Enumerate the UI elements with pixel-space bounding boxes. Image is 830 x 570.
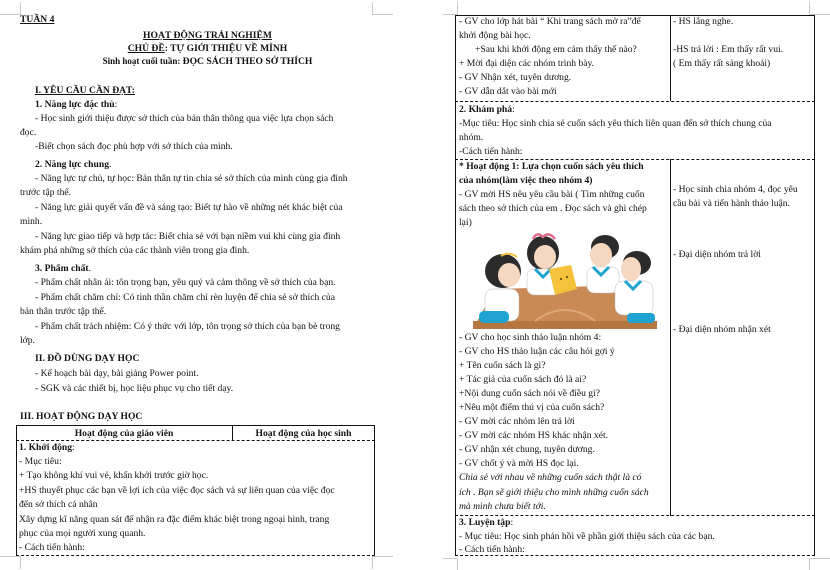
page-corner-mark xyxy=(0,556,21,569)
text-line: - Phẩm chất chăm chỉ: Có tinh thần chăm chỉ rèn luyện để chia sẻ sở thích của xyxy=(35,292,335,303)
text-line: ( Em thấy rất sảng khoái) xyxy=(673,58,771,69)
table-row-divider xyxy=(455,101,815,102)
text-line: -Cách tiến hành: xyxy=(459,146,523,157)
text-line: - GV mời các nhóm HS khác nhận xét. xyxy=(459,430,609,441)
text-line: + Tên cuốn sách là gì? xyxy=(459,360,546,371)
text-line: - Học sinh giới thiệu được sở thích của bản thân thông qua việc lựa chọn sách xyxy=(35,113,334,124)
text-line: - Đại diện nhóm nhận xét xyxy=(673,324,771,335)
text-line: - GV nhận xét chung, tuyên dương. xyxy=(459,444,595,455)
document-page-right xyxy=(415,0,830,569)
text-line: nhóm. xyxy=(459,132,484,143)
text-line: - Cách tiến hành: xyxy=(19,542,85,553)
text-line: - GV mời các nhóm lên trả lời xyxy=(459,416,575,427)
subheading-specific-competence: 1. Năng lực đặc thù: xyxy=(35,99,118,110)
activity-1-heading: * Hoạt động 1: Lựa chọn cuốn sách yêu thích xyxy=(459,161,644,172)
italic-summary-line: mà mình chưa biết tới. xyxy=(459,501,546,512)
page-corner-mark xyxy=(809,558,830,570)
text-line: +Nêu một điểm thú vị của cuốn sách? xyxy=(459,402,605,413)
topic-line xyxy=(0,42,415,55)
text-line: - GV cho HS thảo luận các câu hỏi gợi ý xyxy=(459,346,615,357)
section-heading-requirements: I. YÊU CẦU CẦN ĐẠT: xyxy=(35,85,135,96)
page-corner-mark xyxy=(372,556,393,569)
page-corner-mark xyxy=(372,2,393,15)
document-page-left xyxy=(0,0,415,569)
text-line: - Phẩm chất nhân ái: tôn trọng bạn, yêu quý và cảm thông về sở thích của bạn. xyxy=(35,277,336,288)
text-line: cầu bài và tiến hành thảo luận. xyxy=(673,198,790,209)
text-line: trước tập thể. xyxy=(20,187,72,198)
subheading-general-competence: 2. Năng lực chung. xyxy=(35,159,112,170)
table-column-divider xyxy=(670,159,671,516)
text-line: sách theo sở thích của em . Đọc sách và ghi chép xyxy=(459,203,647,214)
text-line: + Tạo không khí vui vẻ, khấn khởi trước giờ học. xyxy=(19,470,209,481)
text-line: -Biết chọn sách đọc phù hợp với sở thích của mình. xyxy=(35,141,233,152)
subtitle-label: Sinh hoạt cuối tuần: xyxy=(102,56,183,66)
text-line: +HS thuyết phục các bạn về lợi ích của việc đọc sách và sự liên quan của việc đọc xyxy=(19,485,335,496)
week-label: TUẦN 4 xyxy=(20,14,55,25)
table-column-divider xyxy=(670,15,671,101)
text-line: - Đại diện nhóm trả lời xyxy=(673,249,761,260)
text-line: + Mời đại diện các nhóm trình bày. xyxy=(459,58,595,69)
text-line: - HS lắng nghe. xyxy=(673,16,734,27)
text-line: mình. xyxy=(20,216,43,227)
text-line: - Mục tiêu: Học sinh phản hồi về phần giới thiệu sách của các bạn. xyxy=(459,531,715,542)
section-heading-activities: III. HOẠT ĐỘNG DẠY HỌC xyxy=(20,411,143,422)
text-line: phục của mọi người xung quanh. xyxy=(19,528,146,539)
text-line: + Tác giả của cuốn sách đó là ai? xyxy=(459,374,587,385)
text-line: - Cách tiến hành: xyxy=(459,544,525,555)
text-line: +Sau khi khởi động em cảm thấy thế nào? xyxy=(475,44,637,55)
text-line: - Mục tiêu: xyxy=(19,456,62,467)
text-line: lại) xyxy=(459,217,472,228)
page-corner-mark xyxy=(0,2,21,15)
text-line: đến sở thích cá nhân xyxy=(19,499,98,510)
text-line: +Nội dung cuốn sách nói về điều gì? xyxy=(459,388,601,399)
page-corner-mark xyxy=(443,2,458,15)
text-line: khởi động bài học. xyxy=(459,30,531,41)
text-line: - GV chốt ý và mời HS đọc lại. xyxy=(459,458,579,469)
subtitle-line xyxy=(0,55,415,68)
document-title: HOẠT ĐỘNG TRẢI NGHIỆM xyxy=(143,30,272,41)
text-line: -HS trả lời : Em thấy rất vui. xyxy=(673,44,784,55)
text-line: -Mục tiêu: Học sinh chia sẻ cuốn sách yêu thích liên quan đến sở thích chung của xyxy=(459,118,772,129)
text-line: lớp. xyxy=(20,335,35,346)
text-line: - SGK và các thiết bị, học liệu phục vụ cho tiết dạy. xyxy=(35,383,234,394)
text-line: Xây dựng kĩ năng quan sát để nhận ra đặc điểm khác biệt trong ngoại hình, trang xyxy=(19,514,330,525)
text-line: - Năng lực giải quyết vấn đề và sáng tạo: Biết tự hào về những nét khác biệt của xyxy=(35,202,343,213)
text-line: khám phá những sở thích của các thành viên trong gia đình. xyxy=(20,245,250,256)
table-header-student: Hoạt động của học sinh xyxy=(255,428,352,439)
text-line: - Năng lực tự chủ, tự học: Bản thân tự tin chia sẻ sở thích của mình cùng gia đình xyxy=(35,173,348,184)
subtitle-value: ĐỌC SÁCH THEO SỞ THÍCH xyxy=(182,56,313,67)
text-line: - GV cho học sinh thảo luận nhóm 4: xyxy=(459,332,602,343)
text-line: - GV mời HS nêu yêu cầu bài ( Tìm những cuốn xyxy=(459,189,645,200)
activity-1-heading-cont: của nhóm(làm việc theo nhóm 4) xyxy=(459,175,593,186)
italic-summary-line: ích . Bạn sẽ giới thiệu cho mình những cuốn sách xyxy=(459,487,649,498)
row-heading-warmup: 1. Khởi động: xyxy=(19,442,75,453)
text-line: bản thân trước tập thể. xyxy=(20,306,107,317)
page-corner-mark xyxy=(809,2,830,15)
text-line: - GV cho lớp hát bài “ Khi trang sách mở ra”để xyxy=(459,16,641,27)
row-heading-practice: 3. Luyện tập: xyxy=(459,517,514,528)
topic-label: CHỦ ĐỀ xyxy=(127,43,165,54)
table-header-teacher: Hoạt động của giáo viên xyxy=(74,428,174,439)
section-heading-materials: II. ĐỒ DÙNG DẠY HỌC xyxy=(35,353,140,364)
text-line: - Học sinh chia nhóm 4, đọc yêu xyxy=(673,184,798,195)
text-line: - Năng lực giao tiếp và hợp tác: Biết chia sẻ với bạn niềm vui khi cùng gia đình xyxy=(35,231,341,242)
children-reading-illustration xyxy=(465,229,665,332)
subheading-qualities: 3. Phẩm chất. xyxy=(35,263,91,274)
text-line: đọc. xyxy=(20,127,37,138)
text-line: - Kế hoạch bài dạy, bài giảng Power point. xyxy=(35,368,199,379)
row-heading-explore: 2. Khám phá: xyxy=(459,104,515,115)
text-line: - Phẩm chất trách nhiệm: Có ý thức với lớp, tôn trọng sở thích của bạn bè trong xyxy=(35,321,340,332)
italic-summary-line: Chia sẻ với nhau về những cuốn sách thật là có xyxy=(459,472,642,483)
topic-value: : TỰ GIỚI THIỆU VỀ MÌNH xyxy=(164,43,288,54)
text-line: - GV dẫn dắt vào bài mới xyxy=(459,86,557,97)
page-corner-mark xyxy=(443,558,458,570)
text-line: - GV Nhận xét, tuyên dương. xyxy=(459,72,572,83)
